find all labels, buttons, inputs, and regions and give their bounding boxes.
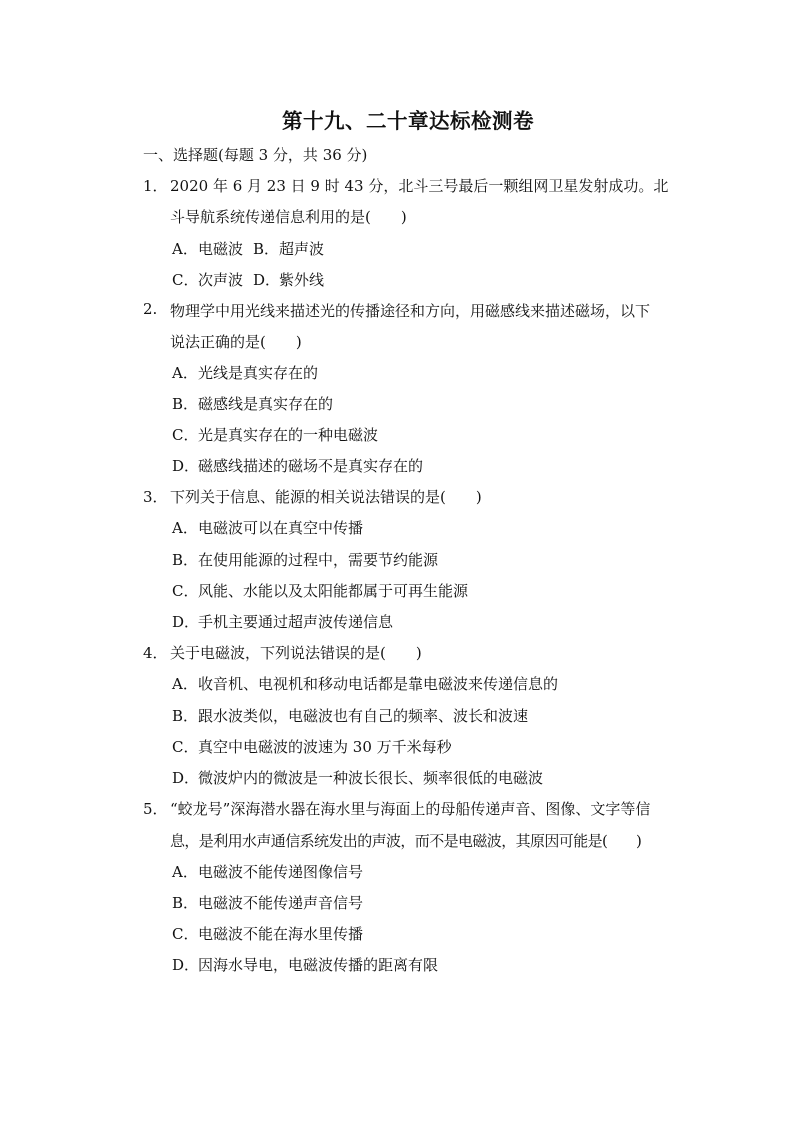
option-text: 电磁波可以在真空中传播: [198, 519, 364, 537]
option-text: 光是真实存在的一种电磁波: [198, 426, 379, 444]
question-number: 2.: [143, 300, 158, 318]
question-number: 3．: [143, 488, 168, 506]
option-a: [172, 362, 318, 383]
option-text: 真空中电磁波的波速为 30 万千米每秒: [198, 738, 452, 756]
option-text: 次声波: [198, 271, 244, 289]
option-text: 在使用能源的过程中，需要节约能源: [198, 551, 439, 569]
option-letter: A．: [172, 240, 198, 258]
option-letter: B．: [172, 551, 199, 569]
question-number: 1．: [143, 177, 168, 195]
option-text: 跟水波类似，电磁波也有自己的频率、波长和波速: [198, 707, 529, 725]
option-letter: A．: [172, 675, 198, 693]
option-text: 风能、水能以及太阳能都属于可再生能源: [198, 582, 469, 600]
option-text: 超声波: [279, 240, 325, 258]
option-row: [172, 238, 324, 259]
option-text: 电磁波不能传递声音信号: [198, 894, 364, 912]
option-text: 收音机、电视机和移动电话都是靠电磁波来传递信息的: [198, 675, 559, 693]
option-letter: D．: [172, 956, 200, 974]
question-number: 5．: [143, 800, 168, 818]
option-c: [172, 736, 452, 757]
question-stem: 2020 年 6 月 23 日 9 时 43 分，北斗三号最后一颗组网卫星发射成功。北: [170, 177, 669, 195]
question-stem: 下列关于信息、能源的相关说法错误的是( ): [170, 488, 482, 506]
question-stem: 物理学中用光线来描述光的传播途径和方向，用磁感线来描述磁场，以下: [170, 302, 651, 320]
option-d: [172, 611, 393, 632]
option-c: [172, 424, 378, 445]
option-letter: D．: [172, 769, 200, 787]
option-b: [172, 549, 438, 570]
question-stem: 关于电磁波，下列说法错误的是( ): [170, 644, 422, 662]
option-text: 光线是真实存在的: [198, 364, 319, 382]
option-text: 磁感线描述的磁场不是真实存在的: [198, 457, 424, 475]
option-b: [172, 892, 363, 913]
option-d: [172, 767, 543, 788]
question-stem: 说法正确的是( ): [170, 333, 302, 351]
option-text: 紫外线: [279, 271, 325, 289]
option-letter: A．: [172, 364, 198, 382]
option-letter: D．: [253, 271, 281, 289]
option-letter: C．: [172, 582, 199, 600]
option-text: 磁感线是真实存在的: [198, 395, 334, 413]
option-letter: C．: [172, 426, 199, 444]
option-c: [172, 580, 468, 601]
option-text: 微波炉内的微波是一种波长很长、频率很低的电磁波: [198, 769, 544, 787]
option-letter: D．: [172, 613, 200, 631]
option-letter: B．: [253, 240, 280, 258]
section-heading: 一、选择题(每题 3 分，共 36 分): [143, 146, 368, 164]
option-c: [172, 923, 363, 944]
option-a: [172, 517, 363, 538]
option-text: 手机主要通过超声波传递信息: [198, 613, 394, 631]
option-d: [172, 455, 423, 476]
option-letter: B．: [172, 894, 199, 912]
question-number: 4．: [143, 644, 168, 662]
option-b: [172, 705, 528, 726]
option-b: [172, 393, 333, 414]
page-title: 第十九、二十章达标检测卷: [282, 109, 534, 133]
option-letter: C．: [172, 925, 199, 943]
option-letter: C．: [172, 738, 199, 756]
option-text: 电磁波: [198, 240, 244, 258]
question-stem: 息，是利用水声通信系统发出的声波，而不是电磁波，其原因可能是( ): [170, 832, 642, 850]
option-a: [172, 861, 363, 882]
option-row: [172, 269, 324, 290]
option-d: [172, 954, 438, 975]
option-text: 电磁波不能在海水里传播: [198, 925, 364, 943]
option-letter: A．: [172, 863, 198, 881]
option-letter: D．: [172, 457, 200, 475]
option-a: [172, 673, 558, 694]
option-text: 电磁波不能传递图像信号: [198, 863, 364, 881]
option-letter: B．: [172, 395, 199, 413]
option-letter: C．: [172, 271, 199, 289]
option-letter: A．: [172, 519, 198, 537]
option-letter: B．: [172, 707, 199, 725]
question-stem: “蛟龙号”深海潜水器在海水里与海面上的母船传递声音、图像、文字等信: [170, 800, 651, 818]
question-stem: 斗导航系统传递信息利用的是( ): [170, 208, 407, 226]
option-text: 因海水导电，电磁波传播的距离有限: [198, 956, 439, 974]
